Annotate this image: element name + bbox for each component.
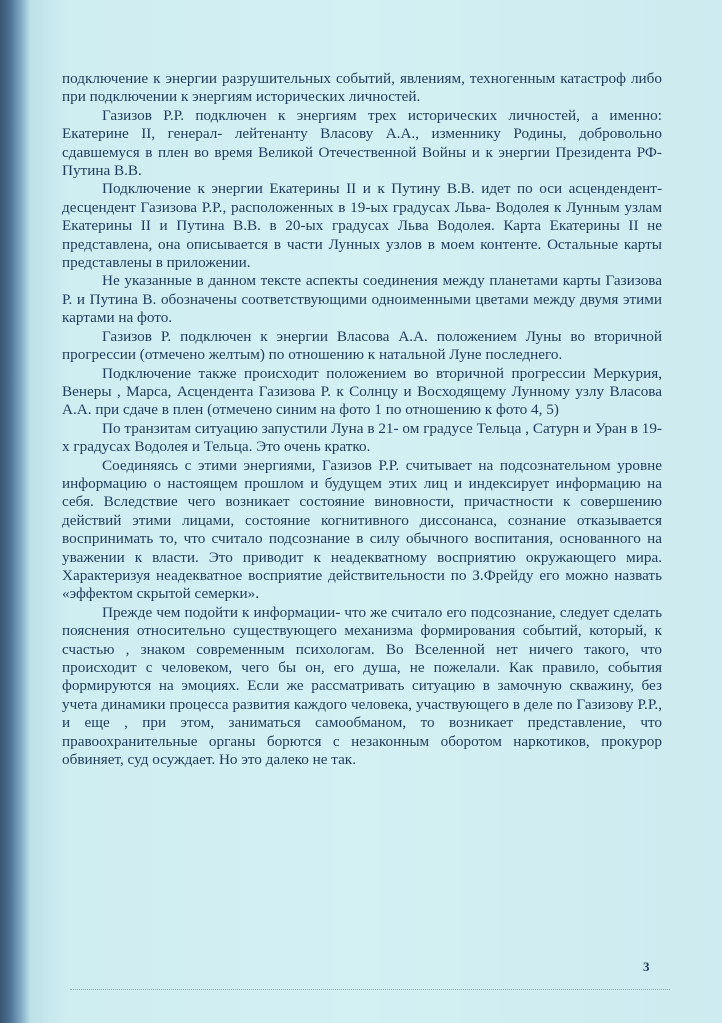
document-body	[62, 70, 662, 769]
paragraph-6: Подключение также происходит положением во вторичной прогрессии Меркурия, Венеры , Марса, Асцендента Газизова Р. к Солнцу и Восходящему Лунному узлу Власова А.А. при сдаче в плен (отмечено синим на фото 1 по отношению к фото 4, 5)	[62, 364, 662, 419]
paragraph-8: Соединяясь с этими энергиями, Газизов Р.Р. считывает на подсознательном уровне информацию о настоящем прошлом и будущем этих лиц и индексирует информацию на себя. Вследствие чего возникает состояние виновности, причастности к совершению действий этими лицами, состояние когнитивного диссонанса, сознание отказывается воспринимать то, что считало подсознание в силу обычного воспитания, основанного на уважении к власти. Это приводит к неадекватному восприятию окружающего мира. Характеризуя неадекватное восприятие действительности по З.Фрейду его можно назвать «эффектом скрытой семерки».	[62, 456, 662, 603]
paragraph-2: Газизов Р.Р. подключен к энергиям трех исторических личностей, а именно: Екатерине II, генерал- лейтенанту Власову А.А., изменнику Родины, добровольно сдавшемуся в плен во время Великой Отечественной Войны и к энергии Президента РФ- Путина В.В.	[62, 106, 662, 180]
paragraph-4: Не указанные в данном тексте аспекты соединения между планетами карты Газизова Р. и Путина В. обозначены соответствующими одноименными цветами между двумя этими картами на фото.	[62, 272, 662, 327]
paragraph-1: подключение к энергии разрушительных событий, явлениям, техногенным катастроф либо при подключении к энергиям исторических личностей.	[62, 70, 662, 106]
paragraph-9: Прежде чем подойти к информации- что же считало его подсознание, следует сделать пояснения относительно существующего механизма формирования событий, который, к счастью , знаком современным психологам. Во Вселенной нет ничего такого, что происходит с человеком, чего бы он, его душа, не пожелали. Как правило, события формируются на эмоциях. Если же рассматривать ситуацию в замочную скважину, без учета динамики процесса развития каждого человека, участвующего в деле по Газизову Р.Р., и еще , при этом, заниматься самообманом, то возникает представление, что правоохранительные органы борются с незаконным оборотом наркотиков, прокурор обвиняет, суд осуждает. Но это далеко не так.	[62, 603, 662, 769]
paragraph-3: Подключение к энергии Екатерины II и к Путину В.В. идет по оси асцендендент- десцендент Газизова Р.Р., расположенных в 19-ых градусах Льва- Водолея к Лунным узлам Екатерины II и Путина В.В. в 20-ых градусах Льва Водолея. Карта Екатерины II не представлена, она описывается в части Лунных узлов в моем контенте. Остальные карты представлены в приложении.	[62, 180, 662, 272]
binding-shadow	[0, 0, 30, 1023]
page-number: 3	[643, 959, 650, 974]
bottom-rule	[70, 989, 670, 990]
paragraph-5: Газизов Р. подключен к энергии Власова А.А. положением Луны во вторичной прогрессии (отмечено желтым) по отношению к натальной Луне последнего.	[62, 327, 662, 364]
paragraph-7: По транзитам ситуацию запустили Луна в 21- ом градусе Тельца , Сатурн и Уран в 19-х градусах Водолея и Тельца. Это очень кратко.	[62, 419, 662, 456]
